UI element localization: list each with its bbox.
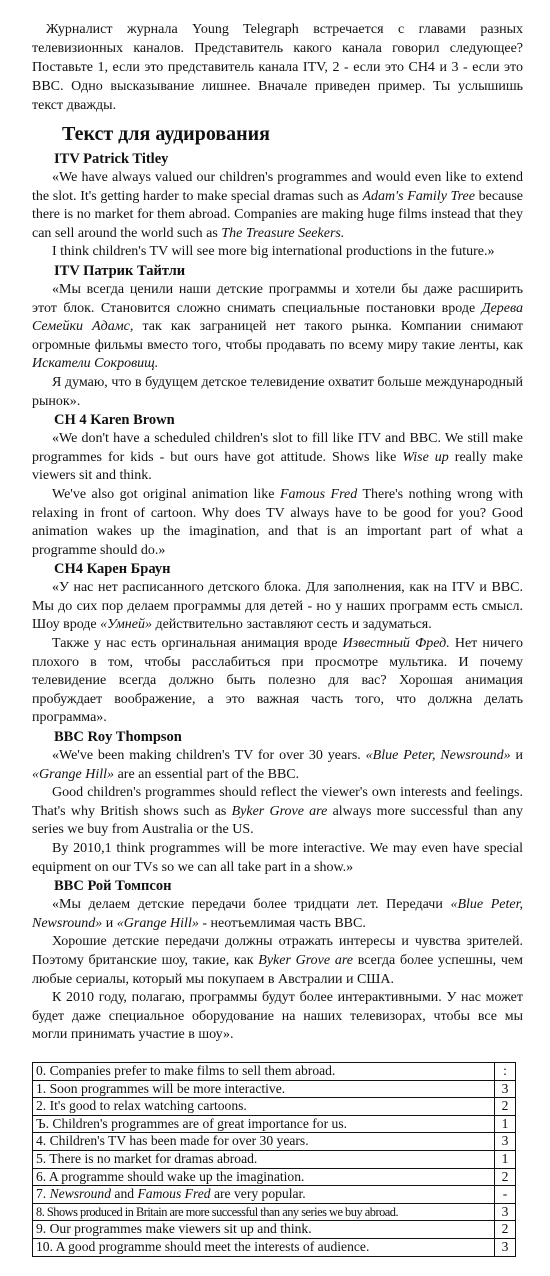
table-row <box>33 1133 516 1151</box>
speaker-ch4-ru: СН4 Карен Браун <box>54 561 171 578</box>
statement-cell: Ъ. Children's programmes are of great importance for us. <box>33 1115 495 1133</box>
statement-cell: 2. It's good to relax watching cartoons. <box>33 1098 495 1116</box>
bbc-en-paragraph-2: Good children's programmes should reflect the viewer's own interests and feelings. That's why British shows such as Byker Grove are always more successful than any series we buy from Australia or the US. <box>32 785 523 838</box>
statement-cell: 0. Companies prefer to make films to sell them abroad. <box>33 1063 495 1081</box>
task-instructions: Журналист журнала Young Telegraph встречается с главами разных телевизионных каналов. Представитель какого канала говорил следующее? Поставьте 1, если это представитель канала ITV, 2 - если это СН4 и 3 - если это ВВС. Одно высказывание лишнее. Вначале приведен пример. Ты услышишь текст дважды. <box>32 22 523 113</box>
statement-cell: 10. A good programme should meet the interests of audience. <box>33 1238 495 1256</box>
table-row <box>33 1186 516 1204</box>
ch4-ru-paragraph-2: Также у нас есть оргинальная анимация вроде Известный Фред. Нет ничего плохого в том, чтобы расслабиться при просмотре мультика. И почему телевидение всегда должно быть полезно для вас? Хорошая анимация пробуждает воображение, а это важная часть того, что должна делать программа». <box>32 636 523 726</box>
answer-cell: 1 <box>495 1150 516 1168</box>
table-row <box>33 1115 516 1133</box>
bbc-ru-paragraph-1: «Мы делаем детские передачи более тридцати лет. Передачи «Blue Peter, Newsround» и «Grange Hill» - неотъемлимая часть ВВС. <box>32 897 524 931</box>
table-row <box>33 1168 516 1186</box>
table-row <box>33 1203 516 1221</box>
answer-cell: 3 <box>495 1080 516 1098</box>
statement-cell: 6. A programme should wake up the imagination. <box>33 1168 495 1186</box>
table-row <box>33 1221 516 1239</box>
bbc-en-paragraph-1: «We've been making children's TV for over 30 years. «Blue Peter, Newsround» и «Grange Hill» are an essential part of the BBC. <box>32 748 524 782</box>
table-row <box>33 1238 516 1256</box>
speaker-itv-en: ITV Patrick Titley <box>54 151 169 167</box>
statement-cell: 8. Shows produced in Britain are more successful than any series we buy abroad. <box>33 1203 495 1221</box>
table-row <box>33 1150 516 1168</box>
speaker-ch4-en: CH 4 Karen Brown <box>54 412 175 429</box>
answer-table <box>32 1062 516 1257</box>
table-row <box>33 1080 516 1098</box>
answer-cell: 3 <box>495 1203 516 1221</box>
speaker-itv-ru: ITV Патрик Тайтли <box>54 262 186 279</box>
ch4-en-paragraph-2: We've also got original animation like Famous Fred There's nothing wrong with relaxing in front of cartoon. Why does TV always have to be good for you? Good animation wakes up the imagination, and that is an important part of what a programme should do.» <box>32 486 523 558</box>
itv-ru-paragraph-1: «Мы всегда ценили наши детские программы и хотели бы даже расширить этот блок. Становится сложно снимать специальные постановки вроде Дерева Семейки Адамс, так как заграницей нет такого рынка. Компании снимают огромные фильмы вместо того, чтобы продавать по всему миру такие ленты, как Искатели Сокровищ. <box>32 281 524 372</box>
statement-cell: 9. Our programmes make viewers sit up and think. <box>33 1221 495 1239</box>
statement-cell: 4. Children's TV has been made for over 30 years. <box>33 1133 495 1151</box>
statement-cell: 1. Soon programmes will be more interactive. <box>33 1080 495 1098</box>
answer-cell: 1 <box>495 1115 516 1133</box>
bbc-ru-paragraph-3: К 2010 году, полагаю, программы будут более интерактивными. У нас может будет даже специальное оборудование на наших телевизорах, чтобы все мы могли принимать участие в шоу». <box>32 990 523 1043</box>
answer-cell: : <box>495 1063 516 1081</box>
answer-cell: 3 <box>495 1133 516 1151</box>
bbc-ru-paragraph-2: Хорошие детские передачи должны отражать интересы и чувства зрителей. Поэтому британские шоу, такие, как Byker Grove are всегда более успешны, чем любые сериалы, который мы покупаем в Австралии и США. <box>32 934 523 987</box>
answer-cell: 3 <box>495 1238 516 1256</box>
answer-cell: - <box>495 1186 516 1204</box>
table-row <box>33 1063 516 1081</box>
itv-en-paragraph-2: I think children's TV will see more big international productions in the future.» <box>52 244 495 260</box>
answer-cell: 2 <box>495 1168 516 1186</box>
answer-cell: 2 <box>495 1098 516 1116</box>
itv-ru-paragraph-2: Я думаю, что в будущем детское телевидение охватит больше международный рынок». <box>32 374 523 409</box>
speaker-bbc-ru: ВВС Рой Томпсон <box>54 878 172 895</box>
ch4-ru-paragraph-1: «У нас нет расписанного детского блока. Для заполнения, как на ITV и ВВС. Мы до сих пор делаем программы для детей - но у наших программ есть смысл. Шоу вроде «Умней» действительно заставляют сесть и задуматься. <box>32 580 523 633</box>
section-heading: Текст для аудирования <box>62 123 270 145</box>
answer-cell: 2 <box>495 1221 516 1239</box>
table-row <box>33 1098 516 1116</box>
statement-cell: 5. There is no market for dramas abroad. <box>33 1150 495 1168</box>
itv-en-paragraph-1: «We have always valued our children's programmes and would even like to extend the slot. It's getting harder to make special dramas such as Adam's Family Tree because there is no market for them abroad. Companies are making huge films instead that they can sell around the world such as The Treasure Seekers. <box>32 170 523 241</box>
ch4-en-paragraph-1: «We don't have a scheduled children's slot to fill like ITV and BBC. We still make programmes for kids - but ours have got attitude. Shows like Wise up really make viewers sit and think. <box>32 431 523 484</box>
statement-cell: 7. Newsround and Famous Fred are very popular. <box>33 1186 495 1204</box>
bbc-en-paragraph-3: By 2010,1 think programmes will be more interactive. We may even have special equipment on our TVs so we can all take part in a show.» <box>32 841 523 875</box>
speaker-bbc-en: BBC Roy Thompson <box>54 729 182 746</box>
